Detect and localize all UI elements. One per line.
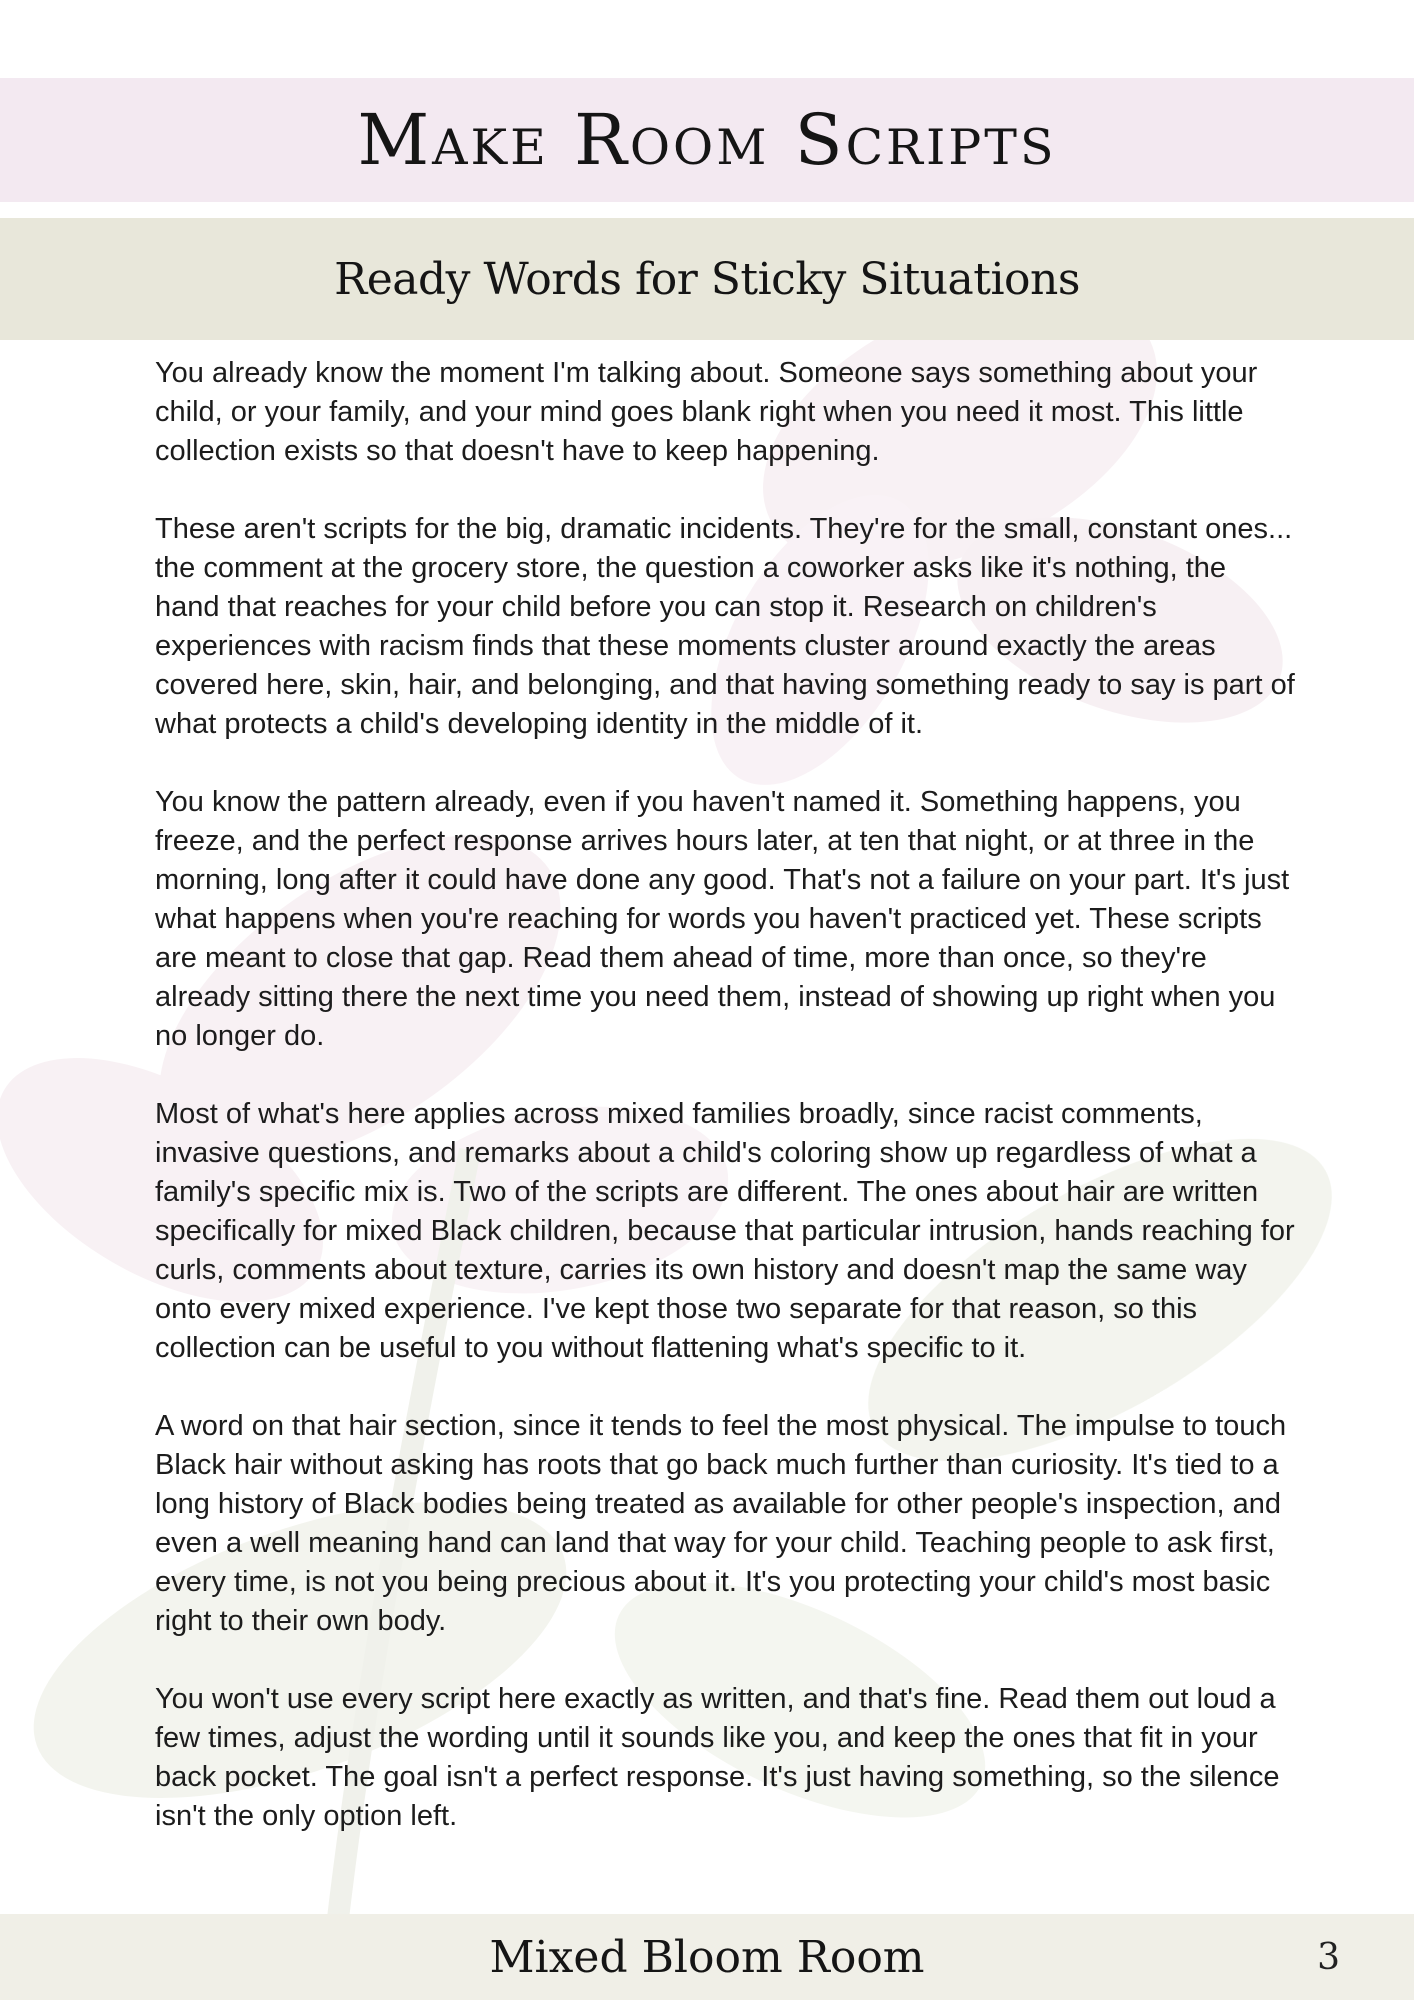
- body-text: [155, 354, 1295, 1875]
- footer-brand: Mixed Bloom Room: [489, 1931, 925, 1983]
- paragraph: You won't use every script here exactly as written, and that's fine. Read them out loud a few times, adjust the wording until it sounds like you, and keep the ones that fit in your back pocket. The goal isn't a perfect response. It's just having something, so the silence isn't the only option left.: [155, 1683, 1280, 1832]
- page-subtitle: Ready Words for Sticky Situations: [334, 253, 1080, 305]
- title-band: [0, 78, 1414, 202]
- paragraph: A word on that hair section, since it tends to feel the most physical. The impulse to touch Black hair without asking has roots that go back much further than curiosity. It's tied to a long history of Black bodies being treated as available for other people's inspection, and even a well meaning hand can land that way for your child. Teaching people to ask first, every time, is not you being precious about it. It's you protecting your child's most basic right to their own body.: [155, 1410, 1287, 1637]
- page-title: Make Room Scripts: [357, 99, 1057, 181]
- footer: [0, 1914, 1414, 2000]
- page-number: 3: [1317, 1936, 1340, 1978]
- paragraph: Most of what's here applies across mixed families broadly, since racist comments, invasive questions, and remarks about a child's coloring show up regardless of what a family's specific mix is. Two of the scripts are different. The ones about hair are written specifically for mixed Black children, because that particular intrusion, hands reaching for curls, comments about texture, carries its own history and doesn't map the same way onto every mixed experience. I've kept those two separate for that reason, so this collection can be useful to you without flattening what's specific to it.: [155, 1098, 1295, 1364]
- paragraph: These aren't scripts for the big, dramatic incidents. They're for the small, constant ones... the comment at the grocery store, the question a coworker asks like it's nothing, the hand that reaches for your child before you can stop it. Research on children's experiences with racism finds that these moments cluster around exactly the areas covered here, skin, hair, and belonging, and that having something ready to say is part of what protects a child's developing identity in the middle of it.: [155, 513, 1295, 740]
- paragraph: You know the pattern already, even if you haven't named it. Something happens, you freeze, and the perfect response arrives hours later, at ten that night, or at three in the morning, long after it could have done any good. That's not a failure on your part. It's just what happens when you're reaching for words you haven't practiced yet. These scripts are meant to close that gap. Read them ahead of time, more than once, so they're already sitting there the next time you need them, instead of showing up right when you no longer do.: [155, 786, 1290, 1052]
- paragraph: You already know the moment I'm talking about. Someone says something about your child, or your family, and your mind goes blank right when you need it most. This little collection exists so that doesn't have to keep happening.: [155, 357, 1258, 467]
- subtitle-band: [0, 218, 1414, 340]
